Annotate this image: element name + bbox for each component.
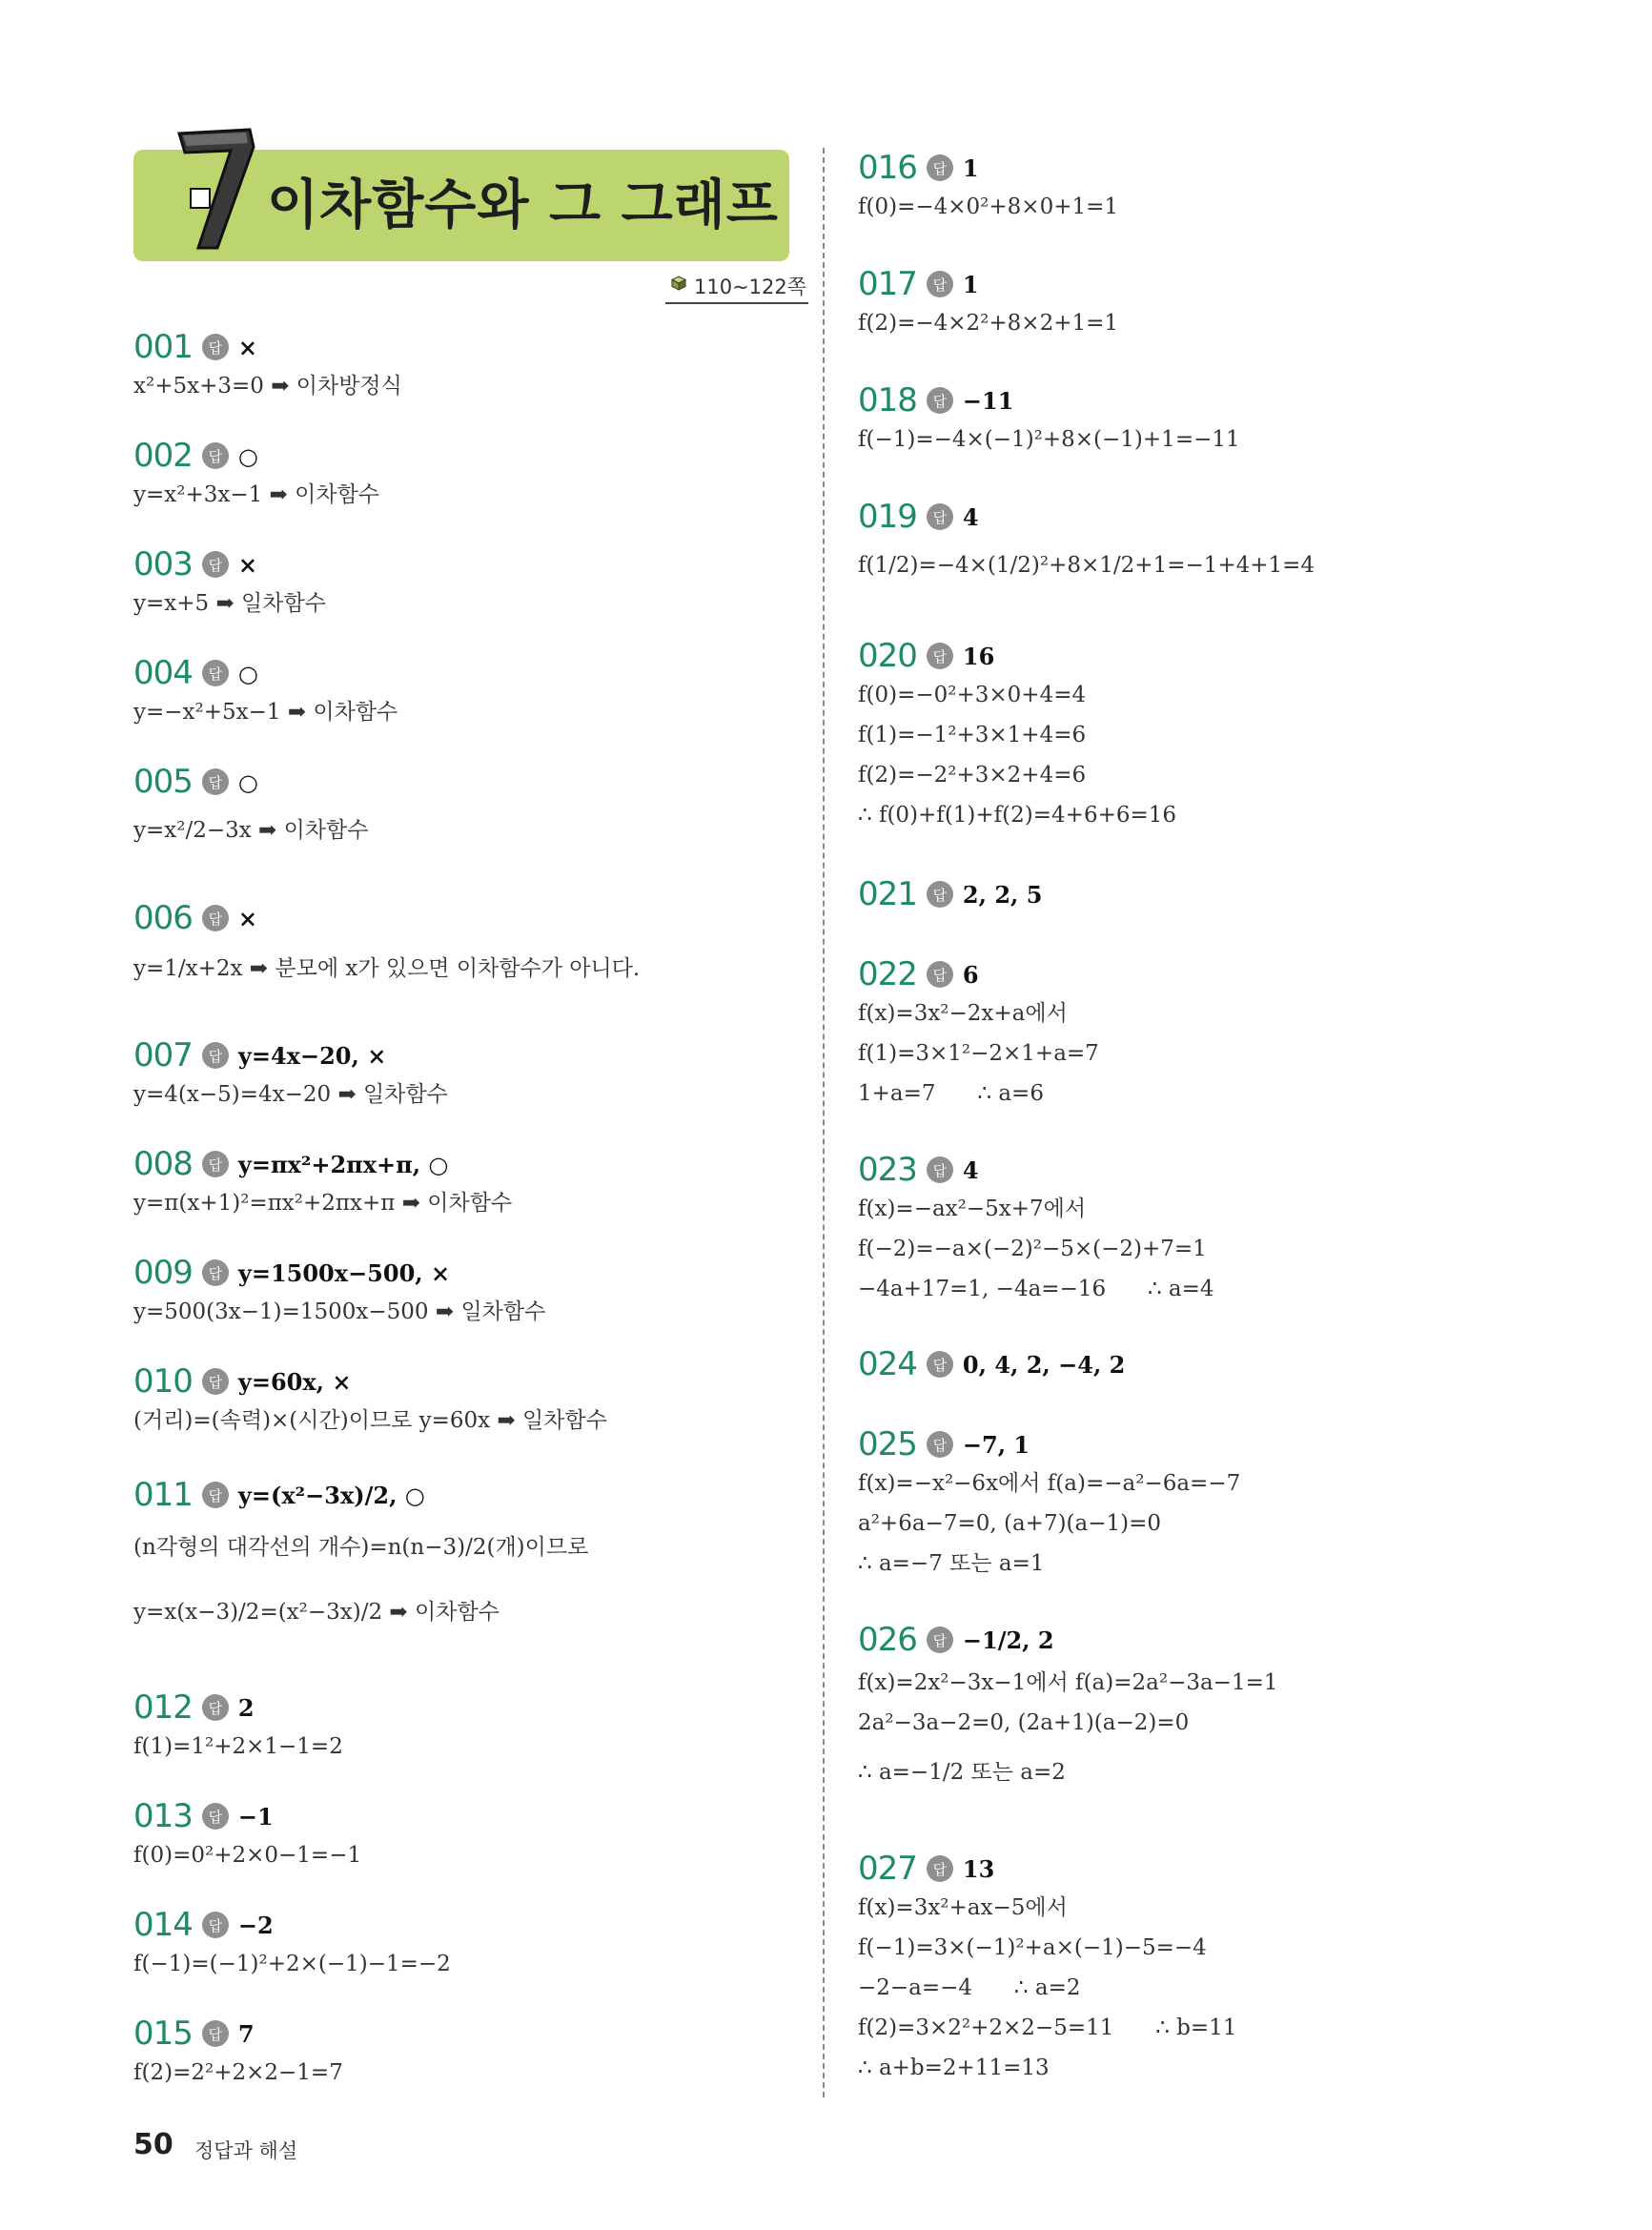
answer-item bbox=[858, 637, 1176, 835]
item-number: 017 bbox=[858, 265, 917, 303]
solution-line: f(x)=3x²+ax−5에서 bbox=[858, 1895, 1068, 1920]
answer-item bbox=[133, 1797, 361, 1875]
solution-line: f(2)=−4×2²+8×2+1=1 bbox=[858, 311, 1119, 336]
answer-item bbox=[133, 654, 398, 732]
item-number: 020 bbox=[858, 637, 917, 675]
item-answer: y=60x, × bbox=[237, 1367, 352, 1396]
item-answer: y=4x−20, × bbox=[237, 1041, 387, 1070]
chapter-number-graphic bbox=[162, 122, 267, 256]
answer-item bbox=[858, 1621, 1278, 1792]
solution-line: f(x)=2x²−3x−1에서 f(a)=2a²−3a−1=1 bbox=[858, 1670, 1278, 1695]
item-number: 023 bbox=[858, 1151, 917, 1189]
solution-line: −4a+17=1, −4a=−16 ∴ a=4 bbox=[858, 1277, 1214, 1301]
answer-item bbox=[133, 2015, 343, 2093]
page-reference bbox=[665, 272, 808, 304]
item-number: 019 bbox=[858, 498, 917, 536]
cube-icon bbox=[671, 276, 686, 291]
solution-line: −2−a=−4 ∴ a=2 bbox=[858, 1975, 1081, 2000]
answer-icon: 답 bbox=[202, 1042, 229, 1069]
answer-icon: 답 bbox=[927, 643, 953, 669]
answer-item bbox=[133, 437, 379, 515]
item-answer: 4 bbox=[962, 502, 979, 531]
answer-icon: 답 bbox=[927, 961, 953, 988]
item-answer: × bbox=[237, 904, 258, 932]
solution-line: y=x²+3x−1 ➡ 이차함수 bbox=[133, 482, 380, 507]
answer-item bbox=[133, 763, 368, 850]
answer-icon: 답 bbox=[927, 1156, 953, 1183]
answer-item bbox=[858, 381, 1240, 460]
solution-line: f(2)=2²+2×2−1=7 bbox=[133, 2060, 343, 2085]
answer-item bbox=[858, 1151, 1214, 1309]
answer-icon: 답 bbox=[202, 1803, 229, 1830]
answer-icon: 답 bbox=[202, 1368, 229, 1395]
item-answer: −11 bbox=[962, 386, 1014, 415]
item-answer: −7, 1 bbox=[962, 1430, 1030, 1459]
answer-item bbox=[133, 1145, 512, 1223]
solution-line: 1+a=7 ∴ a=6 bbox=[858, 1081, 1044, 1106]
item-answer: y=(x²−3x)/2, ○ bbox=[237, 1481, 425, 1509]
item-answer: 1 bbox=[962, 153, 979, 182]
answer-icon: 답 bbox=[202, 334, 229, 360]
solution-line: ∴ a+b=2+11=13 bbox=[858, 2056, 1050, 2080]
item-number: 016 bbox=[858, 149, 917, 187]
answer-item bbox=[133, 899, 640, 989]
answer-item bbox=[858, 149, 1118, 227]
item-answer: × bbox=[237, 333, 258, 361]
item-answer: ○ bbox=[237, 659, 258, 687]
item-answer: 16 bbox=[962, 642, 995, 670]
item-number: 011 bbox=[133, 1476, 193, 1514]
item-answer: −1/2, 2 bbox=[962, 1626, 1054, 1654]
item-answer: −2 bbox=[237, 1911, 274, 1939]
item-answer: −1 bbox=[237, 1802, 274, 1831]
item-answer: 13 bbox=[962, 1854, 995, 1883]
answer-icon: 답 bbox=[927, 881, 953, 908]
answer-icon: 답 bbox=[202, 660, 229, 686]
solution-line: 2a²−3a−2=0, (2a+1)(a−2)=0 bbox=[858, 1710, 1190, 1735]
solution-line: y=−x²+5x−1 ➡ 이차함수 bbox=[133, 700, 398, 725]
item-answer: ○ bbox=[237, 441, 258, 470]
item-number: 024 bbox=[858, 1345, 917, 1383]
item-number: 006 bbox=[133, 899, 193, 937]
item-number: 015 bbox=[133, 2015, 193, 2053]
answer-item bbox=[858, 1850, 1236, 2088]
item-number: 018 bbox=[858, 381, 917, 419]
item-answer: 1 bbox=[962, 270, 979, 298]
solution-line: y=x+5 ➡ 일차함수 bbox=[133, 591, 326, 616]
item-number: 027 bbox=[858, 1850, 917, 1888]
solution-line: f(−1)=3×(−1)²+a×(−1)−5=−4 bbox=[858, 1935, 1207, 1960]
solution-line: f(x)=−ax²−5x+7에서 bbox=[858, 1197, 1087, 1221]
answer-item bbox=[133, 328, 402, 406]
item-number: 007 bbox=[133, 1036, 193, 1074]
item-number: 008 bbox=[133, 1145, 193, 1183]
answer-icon: 답 bbox=[202, 1482, 229, 1508]
item-answer: 2 bbox=[237, 1693, 255, 1722]
answer-item bbox=[133, 1254, 545, 1332]
answer-icon: 답 bbox=[927, 271, 953, 297]
item-number: 005 bbox=[133, 763, 193, 801]
solution-line: f(−2)=−a×(−2)²−5×(−2)+7=1 bbox=[858, 1237, 1207, 1261]
answer-icon: 답 bbox=[202, 1912, 229, 1938]
solution-line: f(1)=1²+2×1−1=2 bbox=[133, 1734, 343, 1759]
item-answer: ○ bbox=[237, 767, 258, 796]
solution-line: ∴ f(0)+f(1)+f(2)=4+6+6=16 bbox=[858, 803, 1177, 828]
item-answer: 0, 4, 2, −4, 2 bbox=[962, 1350, 1126, 1379]
solution-line: f(0)=−0²+3×0+4=4 bbox=[858, 683, 1087, 707]
answer-icon: 답 bbox=[927, 503, 953, 530]
answer-icon: 답 bbox=[202, 1151, 229, 1177]
answer-item bbox=[133, 1362, 607, 1441]
chapter-title: 이차함수와 그 그래프 bbox=[267, 174, 779, 236]
solution-line: a²+6a−7=0, (a+7)(a−1)=0 bbox=[858, 1511, 1162, 1536]
solution-line: y=x²/2−3x ➡ 이차함수 bbox=[133, 818, 369, 843]
solution-line: f(x)=−x²−6x에서 f(a)=−a²−6a=−7 bbox=[858, 1471, 1241, 1496]
answer-item bbox=[133, 1036, 448, 1115]
answer-item bbox=[858, 265, 1118, 343]
solution-line: y=π(x+1)²=πx²+2πx+π ➡ 이차함수 bbox=[133, 1191, 513, 1216]
item-number: 004 bbox=[133, 654, 193, 692]
answer-item bbox=[858, 1345, 1125, 1383]
solution-line: y=500(3x−1)=1500x−500 ➡ 일차함수 bbox=[133, 1299, 546, 1324]
solution-line: f(2)=−2²+3×2+4=6 bbox=[858, 763, 1087, 788]
solution-line: f(0)=0²+2×0−1=−1 bbox=[133, 1843, 362, 1868]
solution-line: (거리)=(속력)×(시간)이므로 y=60x ➡ 일차함수 bbox=[133, 1408, 607, 1433]
answer-icon: 답 bbox=[927, 387, 953, 414]
answer-icon: 답 bbox=[927, 1626, 953, 1653]
footer-title: 정답과 해설 bbox=[194, 2139, 298, 2162]
item-number: 022 bbox=[858, 955, 917, 993]
item-number: 026 bbox=[858, 1621, 917, 1659]
solution-line: f(1)=3×1²−2×1+a=7 bbox=[858, 1041, 1099, 1066]
item-number: 013 bbox=[133, 1797, 193, 1835]
answer-item bbox=[133, 1688, 343, 1767]
item-answer: 4 bbox=[962, 1156, 979, 1184]
solution-line: f(x)=3x²−2x+a에서 bbox=[858, 1001, 1068, 1026]
item-answer: y=πx²+2πx+π, ○ bbox=[237, 1150, 449, 1178]
page-reference-text: 110~122쪽 bbox=[694, 276, 807, 298]
item-number: 002 bbox=[133, 437, 193, 475]
answer-icon: 답 bbox=[927, 1351, 953, 1378]
answer-icon: 답 bbox=[927, 1431, 953, 1458]
item-number: 003 bbox=[133, 545, 193, 583]
item-answer: 2, 2, 5 bbox=[962, 880, 1043, 909]
answer-item bbox=[858, 498, 1315, 585]
answer-icon: 답 bbox=[202, 2020, 229, 2047]
answer-item bbox=[133, 1476, 588, 1632]
answer-item bbox=[858, 955, 1099, 1114]
solution-line: y=x(x−3)/2=(x²−3x)/2 ➡ 이차함수 bbox=[133, 1600, 500, 1625]
answer-icon: 답 bbox=[927, 154, 953, 181]
answer-item bbox=[858, 1425, 1240, 1584]
answer-icon: 답 bbox=[927, 1855, 953, 1882]
item-number: 001 bbox=[133, 328, 193, 366]
solution-line: f(0)=−4×0²+8×0+1=1 bbox=[858, 194, 1119, 219]
answer-icon: 답 bbox=[202, 905, 229, 931]
answer-icon: 답 bbox=[202, 1259, 229, 1286]
item-answer: 7 bbox=[237, 2019, 255, 2048]
answer-icon: 답 bbox=[202, 551, 229, 578]
solution-line: f(1)=−1²+3×1+4=6 bbox=[858, 723, 1087, 747]
solution-line: f(2)=3×2²+2×2−5=11 ∴ b=11 bbox=[858, 2015, 1237, 2040]
answer-icon: 답 bbox=[202, 442, 229, 469]
solution-line: (n각형의 대각선의 개수)=n(n−3)/2(개)이므로 bbox=[133, 1535, 589, 1560]
item-number: 014 bbox=[133, 1906, 193, 1944]
answer-item bbox=[858, 875, 1042, 913]
solution-line: f(−1)=−4×(−1)²+8×(−1)+1=−11 bbox=[858, 427, 1240, 452]
item-number: 010 bbox=[133, 1362, 193, 1401]
solution-line: y=1/x+2x ➡ 분모에 x가 있으면 이차함수가 아니다. bbox=[133, 956, 641, 981]
solution-line: f(1/2)=−4×(1/2)²+8×1/2+1=−1+4+1=4 bbox=[858, 553, 1315, 578]
answer-item bbox=[133, 1906, 451, 1984]
item-number: 009 bbox=[133, 1254, 193, 1292]
column-divider bbox=[823, 148, 825, 2097]
solution-line: x²+5x+3=0 ➡ 이차방정식 bbox=[133, 374, 402, 399]
page-number: 50 bbox=[133, 2128, 173, 2161]
answer-icon: 답 bbox=[202, 768, 229, 795]
item-answer: y=1500x−500, × bbox=[237, 1258, 451, 1287]
solution-line: ∴ a=−7 또는 a=1 bbox=[858, 1551, 1045, 1576]
solution-line: y=4(x−5)=4x−20 ➡ 일차함수 bbox=[133, 1082, 448, 1107]
answer-icon: 답 bbox=[202, 1694, 229, 1721]
solution-line: f(−1)=(−1)²+2×(−1)−1=−2 bbox=[133, 1952, 451, 1976]
item-answer: × bbox=[237, 550, 258, 579]
item-number: 012 bbox=[133, 1688, 193, 1727]
item-number: 021 bbox=[858, 875, 917, 913]
answer-item bbox=[133, 545, 326, 624]
item-number: 025 bbox=[858, 1425, 917, 1463]
solution-line: ∴ a=−1/2 또는 a=2 bbox=[858, 1760, 1066, 1785]
item-answer: 6 bbox=[962, 960, 979, 989]
